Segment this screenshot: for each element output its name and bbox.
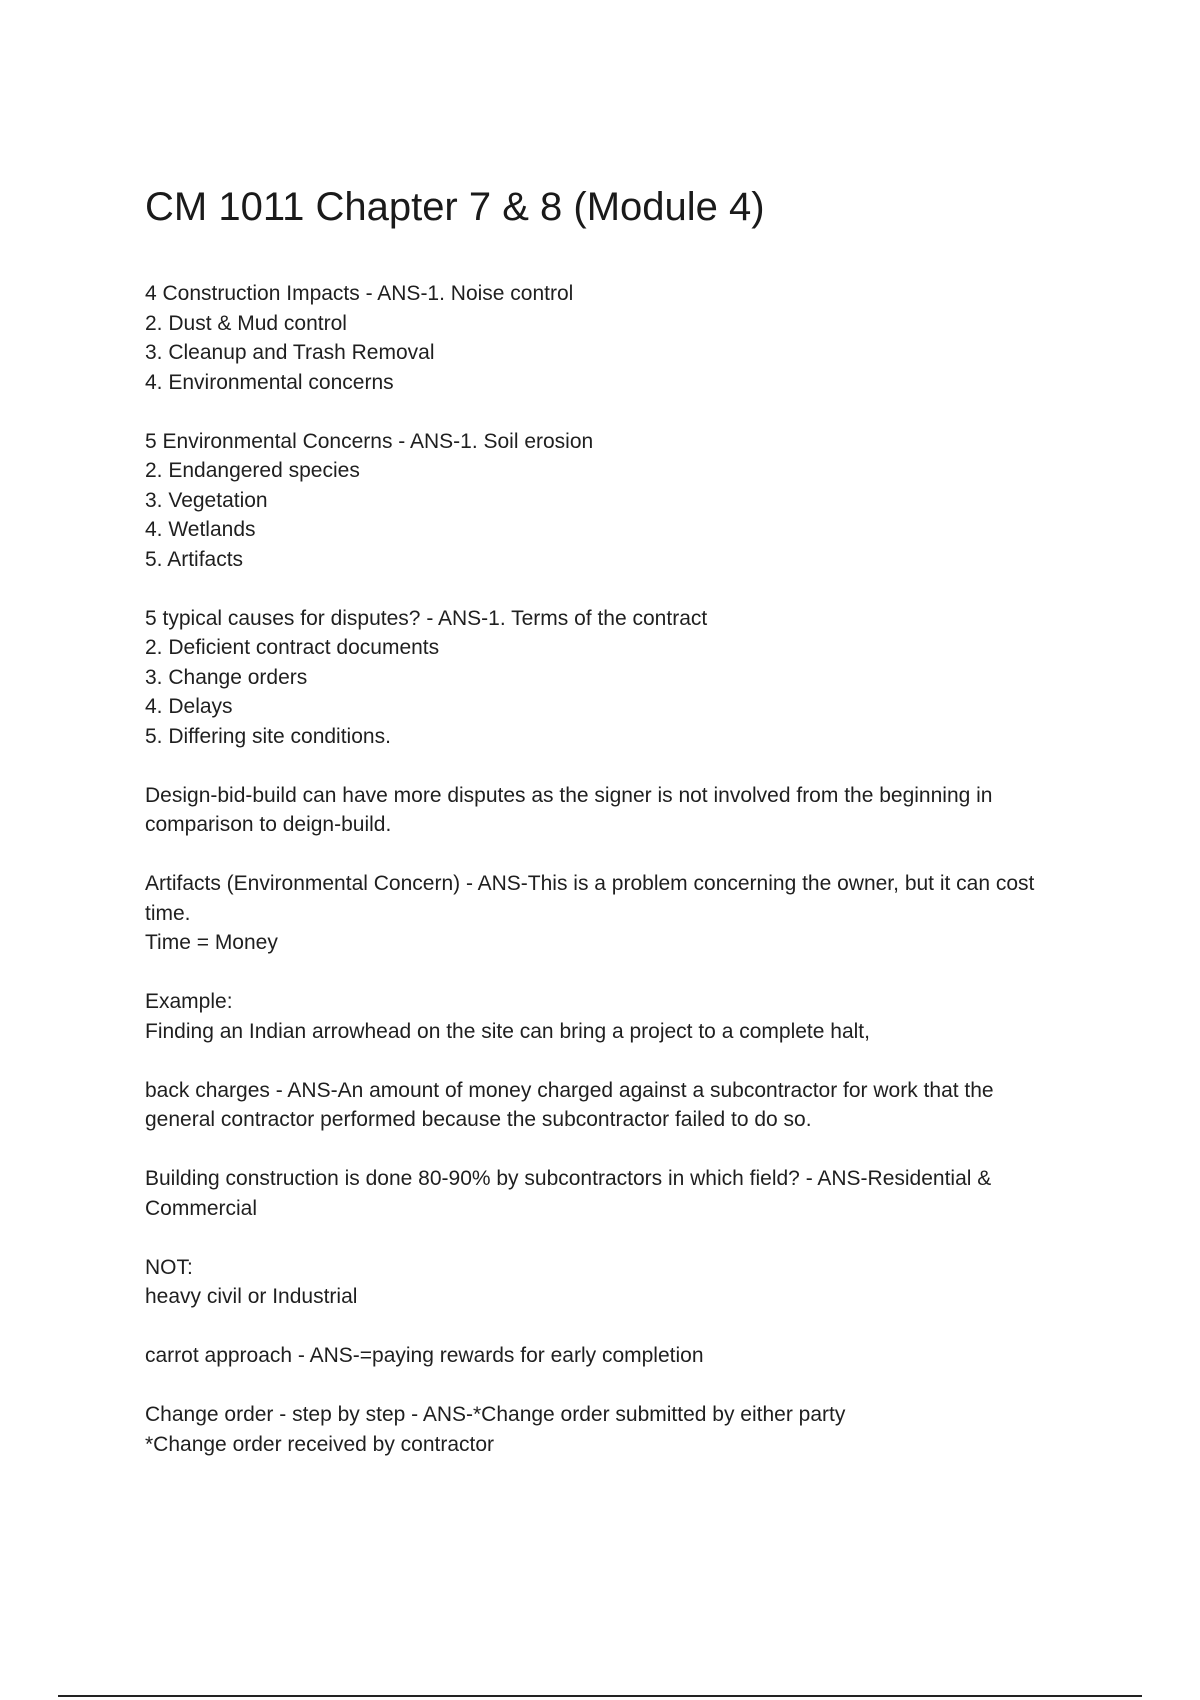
text-line: time. — [145, 901, 191, 925]
qa-block-construction-impacts — [145, 279, 1095, 397]
text-line: NOT: — [145, 1255, 193, 1279]
text-line: back charges - ANS-An amount of money charged against a subcontractor for work that the — [145, 1078, 994, 1102]
qa-block-dispute-causes — [145, 604, 1095, 752]
text-line: 3. Change orders — [145, 665, 308, 689]
text-line: 5. Artifacts — [145, 547, 244, 571]
text-line: heavy civil or Industrial — [145, 1285, 358, 1308]
qa-block-carrot-approach — [145, 1341, 1095, 1371]
text-line: Change order - step by step - ANS-*Change order submitted by either party — [145, 1403, 846, 1426]
qa-block-environmental-concerns — [145, 427, 1095, 575]
note-block-design-bid-build — [145, 781, 1095, 840]
qa-block-back-charges — [145, 1076, 1095, 1135]
text-line: 3. Cleanup and Trash Removal — [145, 341, 435, 364]
note-block-example — [145, 987, 1095, 1046]
text-line: Finding an Indian arrowhead on the site can bring a project to a complete halt, — [145, 1019, 870, 1043]
footer-divider — [58, 1695, 1142, 1697]
text-line: 5. Differing site conditions. — [145, 724, 391, 748]
document-title: CM 1011 Chapter 7 & 8 (Module 4) — [145, 185, 765, 229]
text-line: Design-bid-build can have more disputes as the signer is not involved from the beginning in — [145, 783, 993, 807]
qa-block-artifacts — [145, 869, 1095, 958]
text-line: Commercial — [145, 1196, 258, 1220]
text-line: general contractor performed because the subcontractor failed to do so. — [145, 1108, 812, 1131]
text-line: Building construction is done 80-90% by subcontractors in which field? - ANS-Residential & — [145, 1167, 992, 1190]
qa-block-change-order — [145, 1400, 1095, 1459]
text-line: 3. Vegetation — [145, 488, 268, 512]
qa-block-subcontractors — [145, 1164, 1095, 1223]
text-line: Example: — [145, 990, 233, 1013]
text-line: comparison to deign-build. — [145, 813, 392, 836]
text-line: Time = Money — [145, 931, 278, 954]
text-line: *Change order received by contractor — [145, 1432, 495, 1456]
note-block-not — [145, 1253, 1095, 1312]
document-body — [145, 279, 1095, 1489]
text-line: 4. Wetlands — [145, 518, 256, 541]
text-line: 4 Construction Impacts - ANS-1. Noise control — [145, 282, 574, 305]
text-line: 2. Endangered species — [145, 459, 360, 482]
text-line: 4. Delays — [145, 695, 233, 718]
text-line: 2. Deficient contract documents — [145, 636, 440, 659]
text-line: 5 Environmental Concerns - ANS-1. Soil erosion — [145, 429, 594, 453]
text-line: carrot approach - ANS-=paying rewards for early completion — [145, 1344, 704, 1367]
text-line: 2. Dust & Mud control — [145, 311, 347, 335]
text-line: 4. Environmental concerns — [145, 370, 394, 394]
text-line: Artifacts (Environmental Concern) - ANS-This is a problem concerning the owner, but it can cost — [145, 872, 1035, 895]
text-line: 5 typical causes for disputes? - ANS-1. Terms of the contract — [145, 606, 708, 630]
